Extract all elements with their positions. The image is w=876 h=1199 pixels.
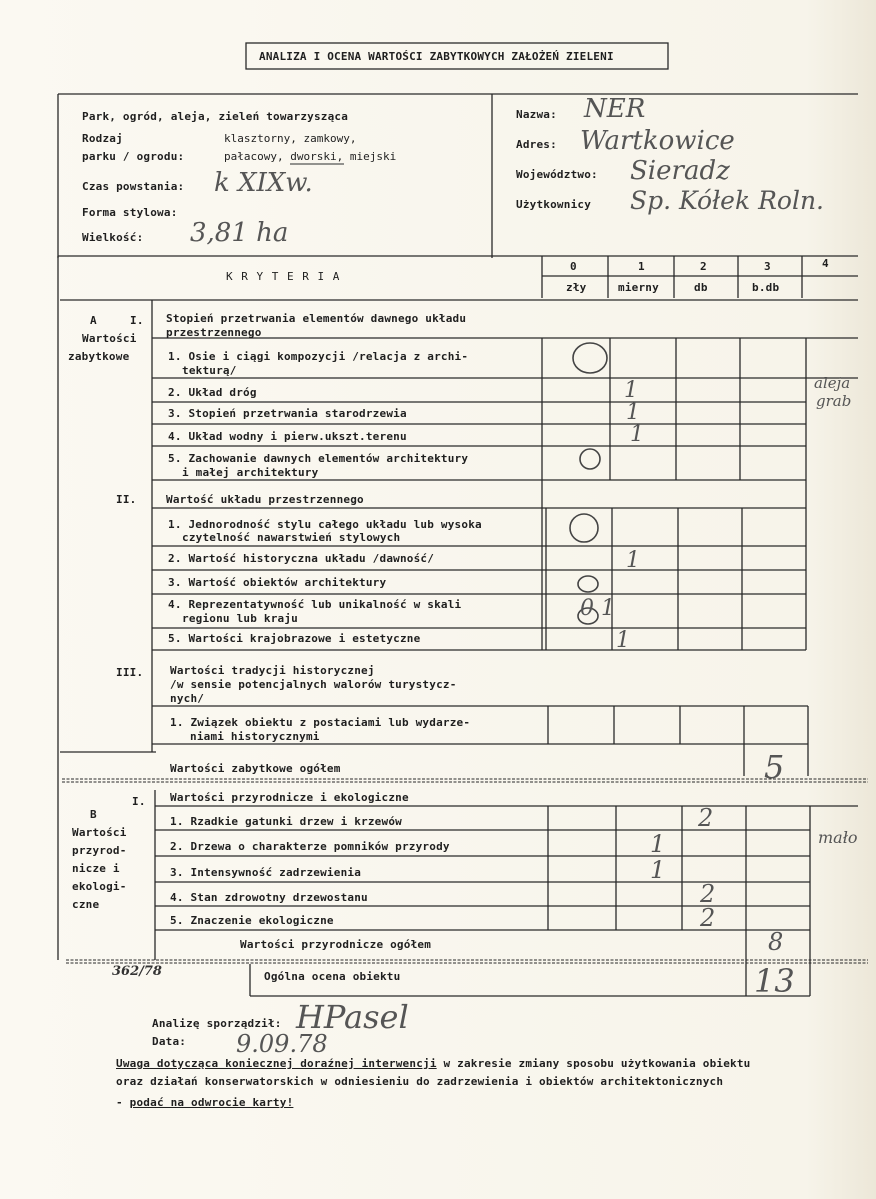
group-2-roman: II. <box>116 493 137 506</box>
uzytkownicy-label: Użytkownicy <box>516 198 592 211</box>
criterion-b-1: 1. Rzadkie gatunki drzew i krzewów <box>170 815 402 828</box>
czas-value: k XIXw. <box>214 168 313 198</box>
note-instruction: podać na odwrocie karty! <box>129 1096 294 1109</box>
forma-label: Forma stylowa: <box>82 206 178 219</box>
uzytkownicy-value: Sp. Kółek Roln. <box>630 186 824 215</box>
total-zabytkowe-label: Wartości zabytkowe ogółem <box>170 762 341 775</box>
section-b-name-1: Wartości <box>72 826 127 839</box>
rodzaj-label: Rodzaj <box>82 132 123 145</box>
score-0: 0 <box>570 260 577 273</box>
mark-b-1: 2 <box>698 804 714 832</box>
section-a-name-1: Wartości <box>82 332 137 345</box>
grade-0: zły <box>566 281 587 294</box>
rodzaj-label-2: parku / ogrodu: <box>82 150 185 163</box>
mark-a1-5 <box>584 446 597 470</box>
mark-a2-2: 1 <box>626 548 640 573</box>
grade-3: b.db <box>752 281 780 294</box>
author-label: Analizę sporządził: <box>152 1017 282 1030</box>
criterion-a3-1: 1. Związek obiektu z postaciami lub wydarze- <box>170 716 471 729</box>
group-3-title-2: /w sensie potencjalnych walorów turystycz- <box>170 678 457 691</box>
adres-label: Adres: <box>516 138 557 151</box>
mark-b-3: 1 <box>650 856 666 884</box>
criterion-a1-1: 1. Osie i ciągi kompozycji /relacja z archi- <box>168 350 469 363</box>
note-underlined: Uwaga dotycząca koniecznej doraźnej interwencji <box>116 1057 437 1070</box>
note-rest: w zakresie zmiany sposobu użytkowania obiektu <box>436 1057 751 1070</box>
wojewodztwo-label: Województwo: <box>516 168 598 181</box>
grade-2: db <box>694 281 708 294</box>
score-2: 2 <box>700 260 707 273</box>
group-3-title-1: Wartości tradycji historycznej <box>170 664 375 677</box>
nazwa-value: NER <box>584 94 646 124</box>
mark-b-5: 2 <box>700 904 716 932</box>
section-b-title: Wartości przyrodnicze i ekologiczne <box>170 791 409 804</box>
overall-label: Ogólna ocena obiektu <box>264 970 401 983</box>
criterion-a2-1: 1. Jednorodność stylu całego układu lub wysoka <box>168 518 482 531</box>
group-1-title-1: Stopień przetrwania elementów dawnego układu <box>166 312 467 325</box>
criterion-a1-3: 3. Stopień przetrwania starodrzewia <box>168 407 407 420</box>
criterion-a2-5: 5. Wartości krajobrazowe i estetyczne <box>168 632 421 645</box>
mark-a1-3: 1 <box>626 400 640 425</box>
grade-1: mierny <box>618 281 659 294</box>
total-przyrodnicze-label: Wartości przyrodnicze ogółem <box>240 938 432 951</box>
criterion-a3-1-cont: niami historycznymi <box>190 730 320 743</box>
score-4: 4 <box>822 257 829 270</box>
date-value: 9.09.78 <box>236 1030 328 1058</box>
note-line-3 <box>116 1096 293 1109</box>
section-b-name-2: przyrod- <box>72 844 127 857</box>
wielkosc-label: Wielkość: <box>82 231 144 244</box>
criterion-b-2: 2. Drzewa o charakterze pomników przyrody <box>170 840 450 853</box>
criterion-a2-4-cont: regionu lub kraju <box>182 612 298 625</box>
criterion-a1-4: 4. Układ wodny i pierw.ukszt.terenu <box>168 430 407 443</box>
nazwa-label: Nazwa: <box>516 108 557 121</box>
criterion-a1-5: 5. Zachowanie dawnych elementów architektury <box>168 452 469 465</box>
section-b-name-4: ekologi- <box>72 880 127 893</box>
group-3-title-3: nych/ <box>170 692 205 705</box>
note-grab: grab <box>816 392 852 410</box>
criterion-a1-1-cont: tekturą/ <box>182 364 237 377</box>
criterion-a2-2: 2. Wartość historyczna układu /dawność/ <box>168 552 435 565</box>
date-label: Data: <box>152 1035 187 1048</box>
mark-a2-5: 1 <box>616 628 630 653</box>
reference-number: 362/78 <box>112 964 162 979</box>
czas-label: Czas powstania: <box>82 180 185 193</box>
group-1-title-2: przestrzennego <box>166 326 262 339</box>
mark-a1-4: 1 <box>630 422 644 447</box>
criterion-a2-4: 4. Reprezentatywność lub unikalność w skali <box>168 598 462 611</box>
section-b-roman: I. <box>132 795 146 808</box>
overall-value: 13 <box>754 962 795 1000</box>
mark-b-2: 1 <box>650 830 666 858</box>
group-3-roman: III. <box>116 666 144 679</box>
adres-value: Wartkowice <box>580 126 735 156</box>
section-a-letter: A <box>90 314 97 327</box>
criterion-a1-5-cont: i małej architektury <box>182 466 319 479</box>
score-3: 3 <box>764 260 771 273</box>
park-label: Park, ogród, aleja, zieleń towarzysząca <box>82 110 349 123</box>
rodzaj-options-1: klasztorny, zamkowy, <box>224 132 357 145</box>
wojewodztwo-value: Sieradz <box>630 156 730 186</box>
total-przyrodnicze-value: 8 <box>768 928 784 956</box>
mark-b-4: 2 <box>700 880 716 908</box>
note-line-1 <box>116 1057 751 1070</box>
mark-a2-4: 0 1 <box>580 596 615 621</box>
section-a-name-2: zabytkowe <box>68 350 130 363</box>
rodzaj-options-2: pałacowy, dworski, miejski <box>224 150 397 163</box>
note-malo: mało <box>818 828 858 847</box>
mark-a2-3 <box>582 572 593 593</box>
criterion-a2-1-cont: czytelność nawarstwień stylowych <box>182 531 401 544</box>
note-aleja: aleja <box>814 374 851 392</box>
author-signature: HPasel <box>296 998 409 1036</box>
section-b-name-3: nicze i <box>72 862 120 875</box>
mark-a1-1 <box>584 340 602 373</box>
kryteria-label: K R Y T E R I A <box>226 270 341 283</box>
total-zabytkowe-value: 5 <box>764 748 785 786</box>
form-title: ANALIZA I OCENA WARTOŚCI ZABYTKOWYCH ZAŁOŻEŃ ZIELENI <box>259 50 614 63</box>
group-2-title: Wartość układu przestrzennego <box>166 493 364 506</box>
criterion-a2-3: 3. Wartość obiektów architektury <box>168 576 387 589</box>
mark-a2-1 <box>578 512 595 542</box>
criterion-b-4: 4. Stan zdrowotny drzewostanu <box>170 891 368 904</box>
mark-a1-2: 1 <box>624 378 638 403</box>
wielkosc-value: 3,81 ha <box>190 218 289 248</box>
criterion-a1-2: 2. Układ dróg <box>168 386 257 399</box>
section-a-roman: I. <box>130 314 144 327</box>
note-dash: - <box>116 1096 130 1109</box>
section-b-letter: B <box>90 808 97 821</box>
score-1: 1 <box>638 260 645 273</box>
criterion-b-3: 3. Intensywność zadrzewienia <box>170 866 362 879</box>
criterion-b-5: 5. Znaczenie ekologiczne <box>170 914 334 927</box>
note-line-2: oraz działań konserwatorskich w odniesieniu do zadrzewienia i obiektów architektonicznych <box>116 1075 724 1088</box>
section-b-name-5: czne <box>72 898 100 911</box>
